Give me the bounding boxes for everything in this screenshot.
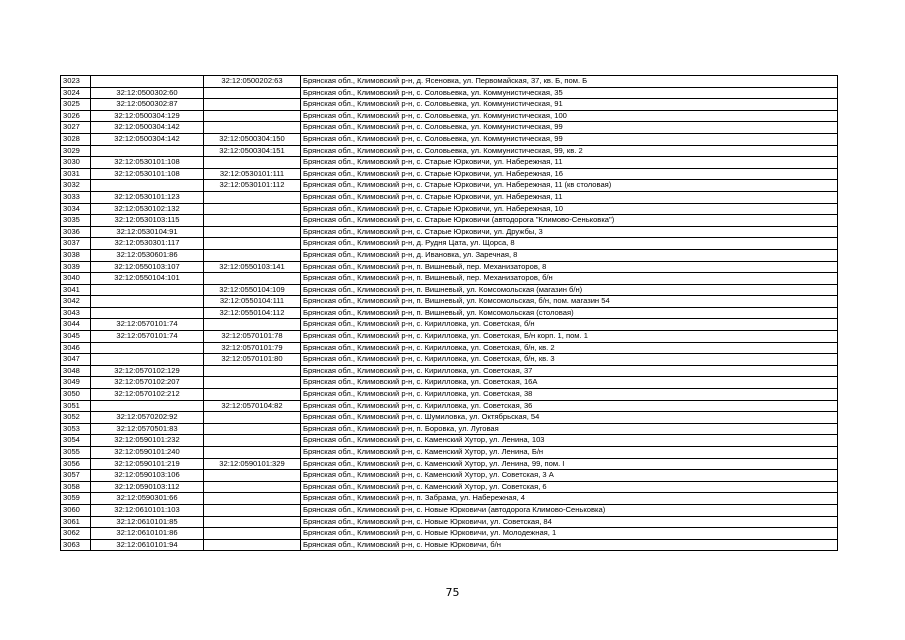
row-number-cell: 3030	[61, 157, 91, 169]
land-cadastral-number-cell: 32:12:0500302:60	[91, 87, 204, 99]
table-body	[61, 76, 838, 551]
row-number-cell: 3036	[61, 226, 91, 238]
building-cadastral-number-cell: 32:12:0550104:112	[204, 307, 301, 319]
row-number-cell: 3028	[61, 133, 91, 145]
building-cadastral-number-cell: 32:12:0500202:63	[204, 76, 301, 88]
building-cadastral-number-cell	[204, 528, 301, 540]
row-number-cell: 3043	[61, 307, 91, 319]
land-cadastral-number-cell	[91, 180, 204, 192]
row-number-cell: 3047	[61, 354, 91, 366]
land-cadastral-number-cell: 32:12:0590101:232	[91, 435, 204, 447]
table-row	[61, 296, 838, 308]
building-cadastral-number-cell: 32:12:0530101:111	[204, 168, 301, 180]
row-number-cell: 3049	[61, 377, 91, 389]
row-number-cell: 3044	[61, 319, 91, 331]
land-cadastral-number-cell: 32:12:0610101:86	[91, 528, 204, 540]
land-cadastral-number-cell: 32:12:0550103:107	[91, 261, 204, 273]
land-cadastral-number-cell: 32:12:0530101:108	[91, 168, 204, 180]
building-cadastral-number-cell	[204, 447, 301, 459]
table-row	[61, 215, 838, 227]
row-number-cell: 3039	[61, 261, 91, 273]
address-cell: Брянская обл., Климовский р-н, с. Старые Юрковичи, ул. Набережная, 11	[301, 157, 838, 169]
row-number-cell: 3057	[61, 470, 91, 482]
row-number-cell: 3058	[61, 481, 91, 493]
land-cadastral-number-cell	[91, 354, 204, 366]
address-cell: Брянская обл., Климовский р-н, с. Новые Юрковичи, б/н	[301, 539, 838, 551]
address-cell: Брянская обл., Климовский р-н, с. Соловьевка, ул. Коммунистическая, 99, кв. 2	[301, 145, 838, 157]
building-cadastral-number-cell	[204, 504, 301, 516]
land-cadastral-number-cell: 32:12:0530101:108	[91, 157, 204, 169]
building-cadastral-number-cell	[204, 87, 301, 99]
address-cell: Брянская обл., Климовский р-н, с. Шумиловка, ул. Октябрьская, 54	[301, 412, 838, 424]
row-number-cell: 3063	[61, 539, 91, 551]
land-cadastral-number-cell: 32:12:0570202:92	[91, 412, 204, 424]
row-number-cell: 3060	[61, 504, 91, 516]
table-row	[61, 377, 838, 389]
row-number-cell: 3023	[61, 76, 91, 88]
building-cadastral-number-cell	[204, 481, 301, 493]
row-number-cell: 3056	[61, 458, 91, 470]
address-cell: Брянская обл., Климовский р-н, с. Каменский Хутор, ул. Ленина, 99, пом. I	[301, 458, 838, 470]
table-row	[61, 539, 838, 551]
address-cell: Брянская обл., Климовский р-н, с. Кирилловка, ул. Советская, Б/н корп. 1, пом. 1	[301, 331, 838, 343]
row-number-cell: 3046	[61, 342, 91, 354]
land-cadastral-number-cell: 32:12:0570102:129	[91, 365, 204, 377]
land-cadastral-number-cell: 32:12:0590301:66	[91, 493, 204, 505]
table-row	[61, 180, 838, 192]
address-cell: Брянская обл., Климовский р-н, с. Соловьевка, ул. Коммунистическая, 35	[301, 87, 838, 99]
land-cadastral-number-cell: 32:12:0530301:117	[91, 238, 204, 250]
address-cell: Брянская обл., Климовский р-н, п. Вишневый, ул. Комсомольская, б/н, пом. магазин 54	[301, 296, 838, 308]
land-cadastral-number-cell: 32:12:0570101:74	[91, 331, 204, 343]
land-cadastral-number-cell: 32:12:0530103:115	[91, 215, 204, 227]
row-number-cell: 3024	[61, 87, 91, 99]
table-row	[61, 493, 838, 505]
building-cadastral-number-cell	[204, 412, 301, 424]
row-number-cell: 3025	[61, 99, 91, 111]
building-cadastral-number-cell	[204, 99, 301, 111]
address-cell: Брянская обл., Климовский р-н, с. Кирилловка, ул. Советская, б/н, кв. 2	[301, 342, 838, 354]
building-cadastral-number-cell	[204, 226, 301, 238]
building-cadastral-number-cell	[204, 423, 301, 435]
building-cadastral-number-cell: 32:12:0500304:150	[204, 133, 301, 145]
land-cadastral-number-cell: 32:12:0530102:132	[91, 203, 204, 215]
building-cadastral-number-cell	[204, 435, 301, 447]
address-cell: Брянская обл., Климовский р-н, д. Ивановка, ул. Заречная, 8	[301, 249, 838, 261]
building-cadastral-number-cell	[204, 539, 301, 551]
building-cadastral-number-cell: 32:12:0570101:79	[204, 342, 301, 354]
address-cell: Брянская обл., Климовский р-н, с. Старые Юрковичи, ул. Набережная, 11 (кв столовая)	[301, 180, 838, 192]
land-cadastral-number-cell: 32:12:0590101:240	[91, 447, 204, 459]
building-cadastral-number-cell: 32:12:0570104:82	[204, 400, 301, 412]
building-cadastral-number-cell	[204, 215, 301, 227]
address-cell: Брянская обл., Климовский р-н, с. Кирилловка, ул. Советская, 36	[301, 400, 838, 412]
land-cadastral-number-cell	[91, 76, 204, 88]
address-cell: Брянская обл., Климовский р-н, п. Вишневый, ул. Комсомольская (столовая)	[301, 307, 838, 319]
address-cell: Брянская обл., Климовский р-н, с. Кирилловка, ул. Советская, б/н	[301, 319, 838, 331]
land-cadastral-number-cell: 32:12:0570102:207	[91, 377, 204, 389]
row-number-cell: 3034	[61, 203, 91, 215]
table-row	[61, 145, 838, 157]
address-cell: Брянская обл., Климовский р-н, с. Каменский Хутор, ул. Ленина, Б/н	[301, 447, 838, 459]
land-cadastral-number-cell: 32:12:0530601:86	[91, 249, 204, 261]
land-cadastral-number-cell: 32:12:0530104:91	[91, 226, 204, 238]
address-cell: Брянская обл., Климовский р-н, с. Каменский Хутор, ул. Ленина, 103	[301, 435, 838, 447]
table-row	[61, 249, 838, 261]
building-cadastral-number-cell	[204, 365, 301, 377]
address-cell: Брянская обл., Климовский р-н, с. Соловьевка, ул. Коммунистическая, 99	[301, 122, 838, 134]
land-cadastral-number-cell	[91, 342, 204, 354]
table-row	[61, 110, 838, 122]
table-row	[61, 528, 838, 540]
address-cell: Брянская обл., Климовский р-н, с. Старые Юрковичи (автодорога "Климово-Сеньковка")	[301, 215, 838, 227]
table-row	[61, 354, 838, 366]
row-number-cell: 3061	[61, 516, 91, 528]
table-row	[61, 400, 838, 412]
table-row	[61, 122, 838, 134]
address-cell: Брянская обл., Климовский р-н, с. Кирилловка, ул. Советская, 37	[301, 365, 838, 377]
address-cell: Брянская обл., Климовский р-н, с. Старые Юрковичи, ул. Набережная, 11	[301, 191, 838, 203]
table-row	[61, 203, 838, 215]
row-number-cell: 3055	[61, 447, 91, 459]
address-cell: Брянская обл., Климовский р-н, с. Каменский Хутор, ул. Советская, 3 А	[301, 470, 838, 482]
land-cadastral-number-cell	[91, 145, 204, 157]
building-cadastral-number-cell: 32:12:0550104:109	[204, 284, 301, 296]
address-cell: Брянская обл., Климовский р-н, с. Новые Юрковичи, ул. Молодежная, 1	[301, 528, 838, 540]
property-table	[60, 75, 838, 551]
land-cadastral-number-cell: 32:12:0610101:94	[91, 539, 204, 551]
table-row	[61, 319, 838, 331]
building-cadastral-number-cell	[204, 238, 301, 250]
table-row	[61, 226, 838, 238]
building-cadastral-number-cell: 32:12:0570101:80	[204, 354, 301, 366]
building-cadastral-number-cell	[204, 493, 301, 505]
land-cadastral-number-cell: 32:12:0530101:123	[91, 191, 204, 203]
row-number-cell: 3050	[61, 389, 91, 401]
address-cell: Брянская обл., Климовский р-н, п. Вишневый, пер. Механизаторов, 8	[301, 261, 838, 273]
building-cadastral-number-cell	[204, 122, 301, 134]
land-cadastral-number-cell: 32:12:0550104:101	[91, 273, 204, 285]
building-cadastral-number-cell	[204, 273, 301, 285]
land-cadastral-number-cell: 32:12:0500302:87	[91, 99, 204, 111]
building-cadastral-number-cell: 32:12:0530101:112	[204, 180, 301, 192]
table-row	[61, 238, 838, 250]
address-cell: Брянская обл., Климовский р-н, с. Старые Юрковичи, ул. Набережная, 16	[301, 168, 838, 180]
land-cadastral-number-cell	[91, 400, 204, 412]
address-cell: Брянская обл., Климовский р-н, с. Кирилловка, ул. Советская, б/н, кв. 3	[301, 354, 838, 366]
table-row	[61, 516, 838, 528]
table-row	[61, 412, 838, 424]
address-cell: Брянская обл., Климовский р-н, с. Соловьевка, ул. Коммунистическая, 99	[301, 133, 838, 145]
building-cadastral-number-cell: 32:12:0550104:111	[204, 296, 301, 308]
building-cadastral-number-cell: 32:12:0500304:151	[204, 145, 301, 157]
building-cadastral-number-cell	[204, 516, 301, 528]
row-number-cell: 3037	[61, 238, 91, 250]
row-number-cell: 3041	[61, 284, 91, 296]
row-number-cell: 3033	[61, 191, 91, 203]
row-number-cell: 3048	[61, 365, 91, 377]
row-number-cell: 3035	[61, 215, 91, 227]
land-cadastral-number-cell: 32:12:0570501:83	[91, 423, 204, 435]
building-cadastral-number-cell	[204, 389, 301, 401]
table-row	[61, 157, 838, 169]
table-row	[61, 76, 838, 88]
row-number-cell: 3062	[61, 528, 91, 540]
land-cadastral-number-cell: 32:12:0610101:85	[91, 516, 204, 528]
row-number-cell: 3052	[61, 412, 91, 424]
table-row	[61, 284, 838, 296]
table-row	[61, 273, 838, 285]
table-row	[61, 435, 838, 447]
building-cadastral-number-cell	[204, 191, 301, 203]
table-row	[61, 423, 838, 435]
row-number-cell: 3027	[61, 122, 91, 134]
table-row	[61, 191, 838, 203]
table-row	[61, 261, 838, 273]
table-row	[61, 389, 838, 401]
address-cell: Брянская обл., Климовский р-н, с. Старые Юрковичи, ул. Набережная, 10	[301, 203, 838, 215]
address-cell: Брянская обл., Климовский р-н, с. Старые Юрковичи, ул. Дружбы, 3	[301, 226, 838, 238]
address-cell: Брянская обл., Климовский р-н, д. Ясеновка, ул. Первомайская, 37, кв. Б, пом. Б	[301, 76, 838, 88]
land-cadastral-number-cell: 32:12:0500304:142	[91, 122, 204, 134]
row-number-cell: 3042	[61, 296, 91, 308]
building-cadastral-number-cell: 32:12:0570101:78	[204, 331, 301, 343]
page-number: 75	[445, 586, 460, 599]
table-row	[61, 87, 838, 99]
row-number-cell: 3040	[61, 273, 91, 285]
row-number-cell: 3053	[61, 423, 91, 435]
land-cadastral-number-cell: 32:12:0500304:142	[91, 133, 204, 145]
row-number-cell: 3031	[61, 168, 91, 180]
land-cadastral-number-cell: 32:12:0500304:129	[91, 110, 204, 122]
table-row	[61, 365, 838, 377]
table-row	[61, 133, 838, 145]
table-row	[61, 342, 838, 354]
address-cell: Брянская обл., Климовский р-н, п. Вишневый, ул. Комсомольская (магазин б/н)	[301, 284, 838, 296]
land-cadastral-number-cell: 32:12:0610101:103	[91, 504, 204, 516]
table-row	[61, 331, 838, 343]
table-row	[61, 447, 838, 459]
building-cadastral-number-cell	[204, 377, 301, 389]
row-number-cell: 3026	[61, 110, 91, 122]
row-number-cell: 3051	[61, 400, 91, 412]
building-cadastral-number-cell: 32:12:0590101:329	[204, 458, 301, 470]
land-cadastral-number-cell	[91, 296, 204, 308]
row-number-cell: 3045	[61, 331, 91, 343]
land-cadastral-number-cell: 32:12:0570102:212	[91, 389, 204, 401]
address-cell: Брянская обл., Климовский р-н, с. Соловьевка, ул. Коммунистическая, 100	[301, 110, 838, 122]
land-cadastral-number-cell: 32:12:0590103:112	[91, 481, 204, 493]
row-number-cell: 3059	[61, 493, 91, 505]
address-cell: Брянская обл., Климовский р-н, с. Новые Юрковичи, ул. Советская, 84	[301, 516, 838, 528]
row-number-cell: 3038	[61, 249, 91, 261]
row-number-cell: 3029	[61, 145, 91, 157]
building-cadastral-number-cell	[204, 249, 301, 261]
address-cell: Брянская обл., Климовский р-н, д. Рудня Цата, ул. Щорса, 8	[301, 238, 838, 250]
building-cadastral-number-cell	[204, 157, 301, 169]
table-row	[61, 307, 838, 319]
table-row	[61, 168, 838, 180]
address-cell: Брянская обл., Климовский р-н, с. Новые Юрковичи (автодорога Климово-Сеньковка)	[301, 504, 838, 516]
address-cell: Брянская обл., Климовский р-н, с. Соловьевка, ул. Коммунистическая, 91	[301, 99, 838, 111]
table-row	[61, 481, 838, 493]
land-cadastral-number-cell	[91, 284, 204, 296]
land-cadastral-number-cell: 32:12:0590101:219	[91, 458, 204, 470]
building-cadastral-number-cell	[204, 110, 301, 122]
land-cadastral-number-cell: 32:12:0590103:106	[91, 470, 204, 482]
table-row	[61, 99, 838, 111]
building-cadastral-number-cell	[204, 470, 301, 482]
address-cell: Брянская обл., Климовский р-н, с. Каменский Хутор, ул. Советская, 6	[301, 481, 838, 493]
row-number-cell: 3032	[61, 180, 91, 192]
address-cell: Брянская обл., Климовский р-н, с. Кирилловка, ул. Советская, 38	[301, 389, 838, 401]
address-cell: Брянская обл., Климовский р-н, п. Боровка, ул. Луговая	[301, 423, 838, 435]
address-cell: Брянская обл., Климовский р-н, с. Кирилловка, ул. Советская, 16А	[301, 377, 838, 389]
table-row	[61, 470, 838, 482]
land-cadastral-number-cell: 32:12:0570101:74	[91, 319, 204, 331]
building-cadastral-number-cell	[204, 203, 301, 215]
building-cadastral-number-cell: 32:12:0550103:141	[204, 261, 301, 273]
building-cadastral-number-cell	[204, 319, 301, 331]
address-cell: Брянская обл., Климовский р-н, п. Вишневый, пер. Механизаторов, б/н	[301, 273, 838, 285]
table-row	[61, 504, 838, 516]
table-row	[61, 458, 838, 470]
address-cell: Брянская обл., Климовский р-н, п. Забрама, ул. Набережная, 4	[301, 493, 838, 505]
row-number-cell: 3054	[61, 435, 91, 447]
land-cadastral-number-cell	[91, 307, 204, 319]
